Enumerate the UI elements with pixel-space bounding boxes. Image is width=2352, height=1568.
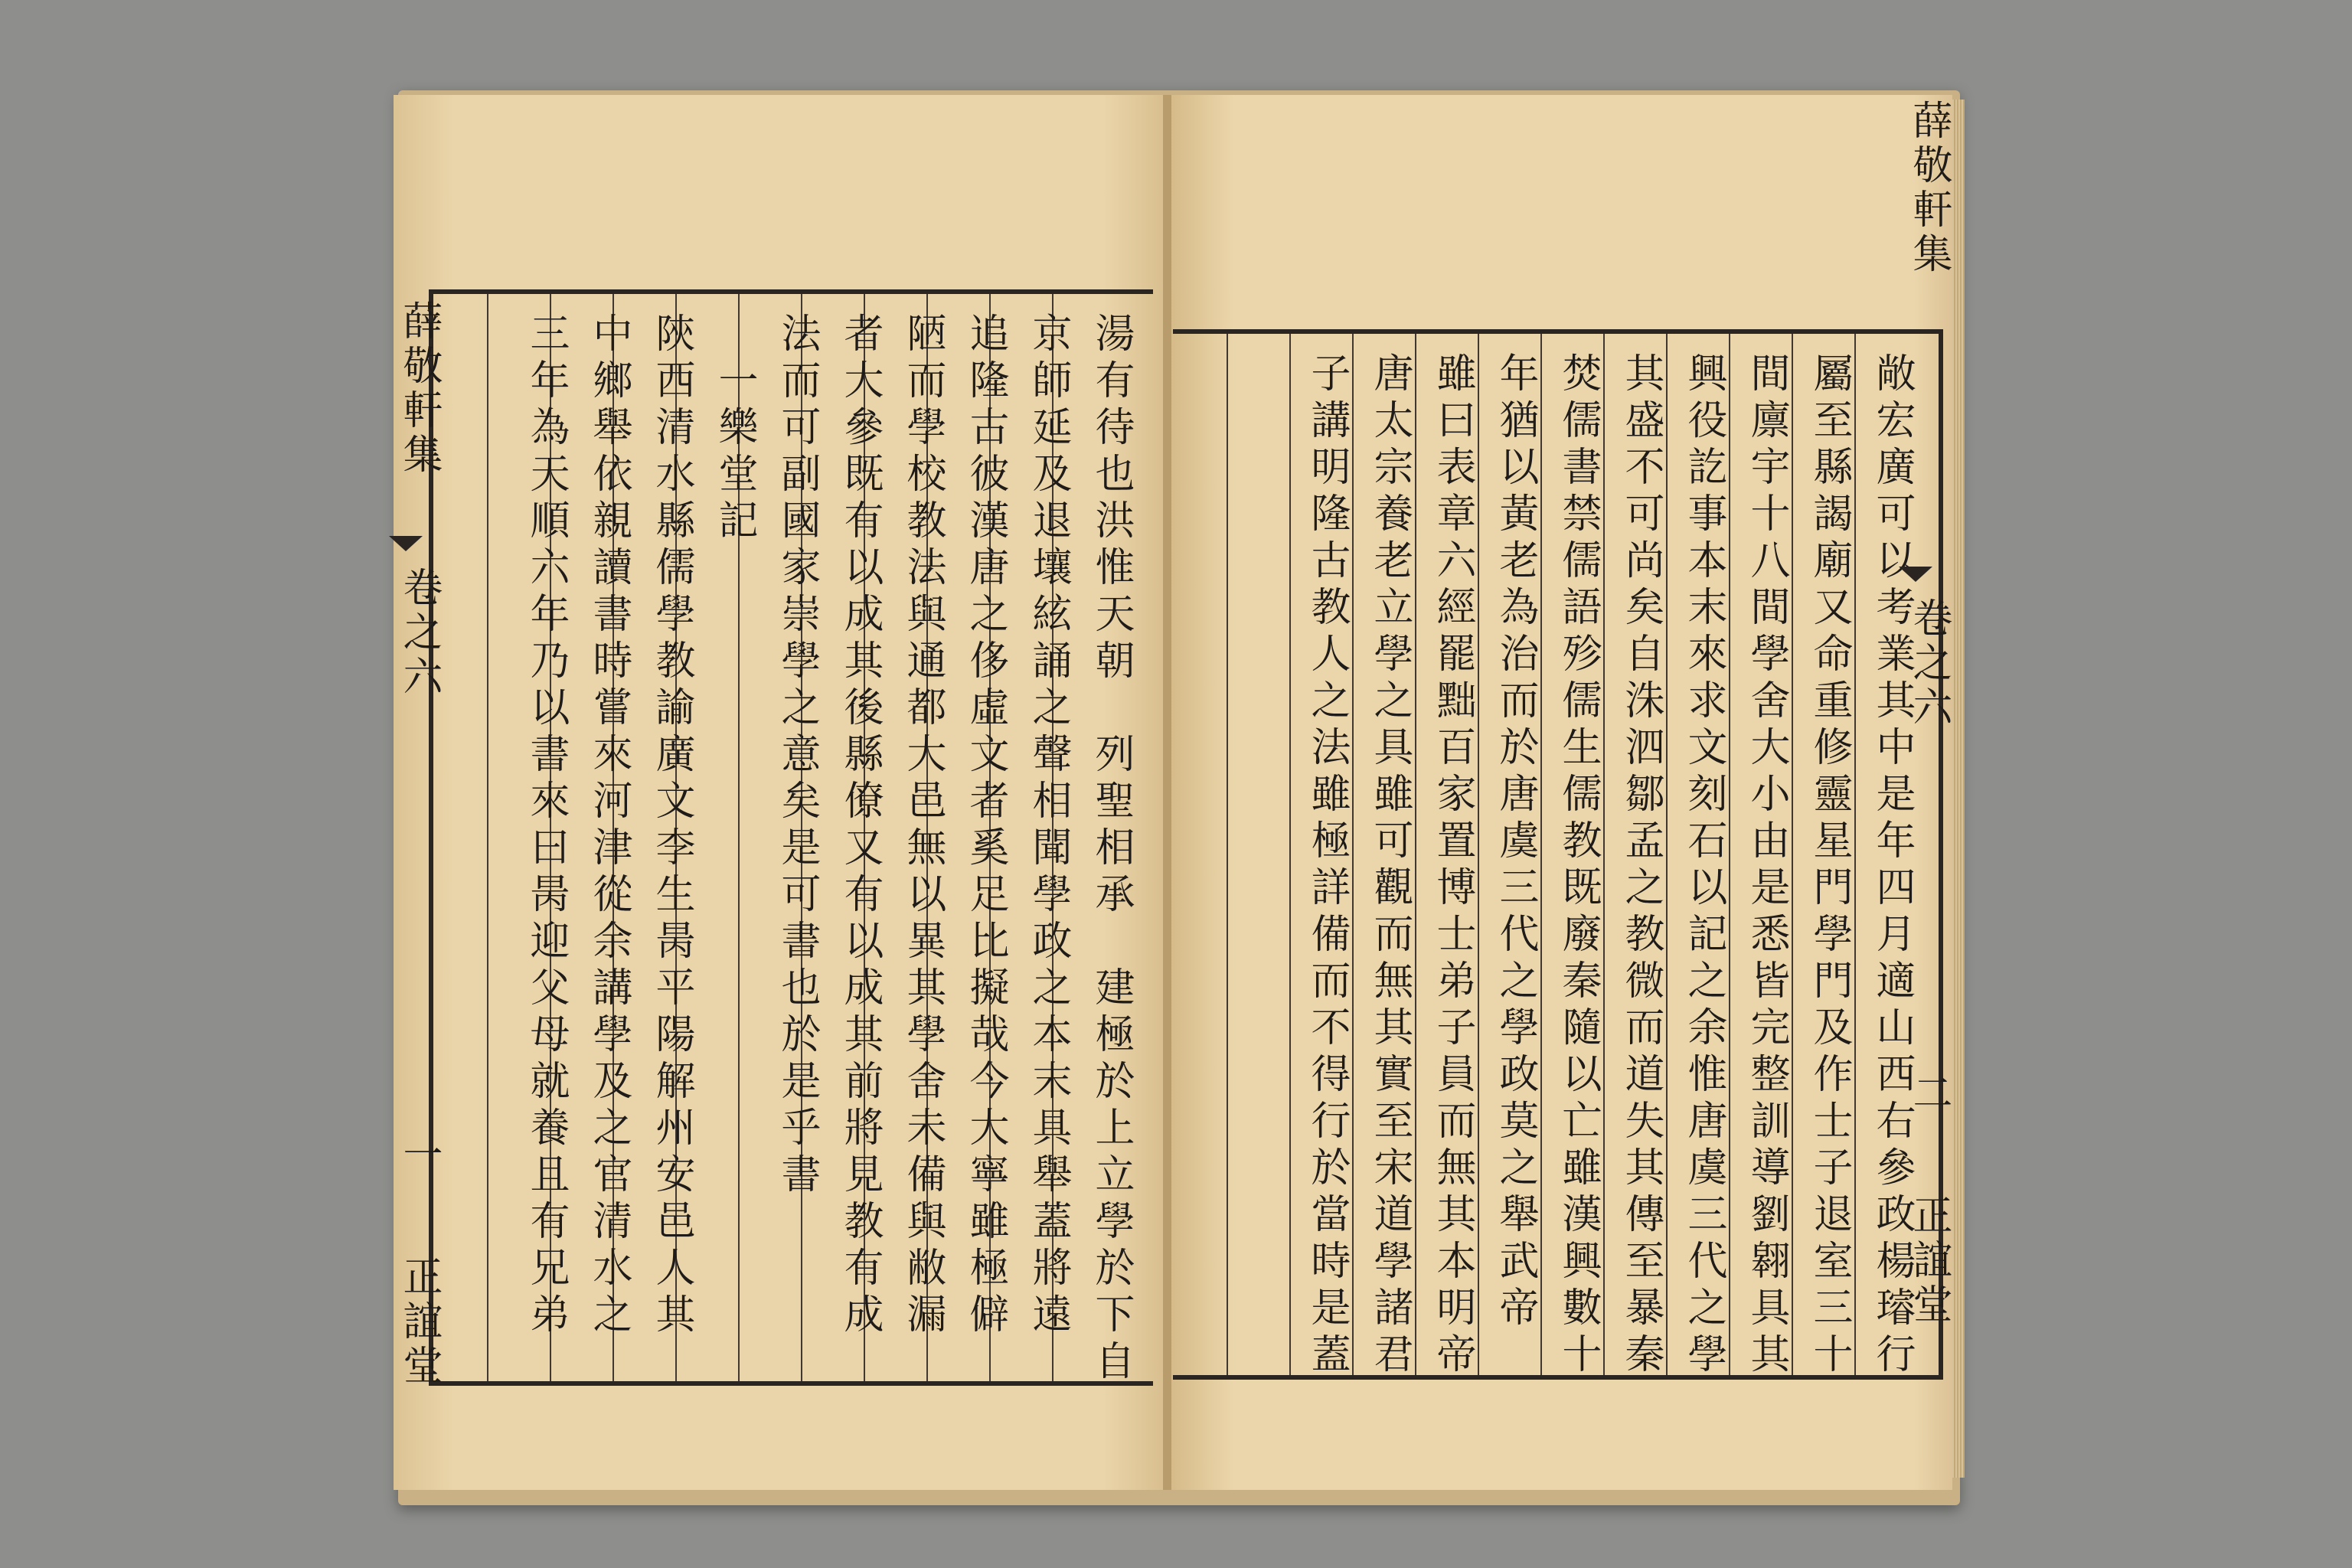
text-column: 屬至縣謁廟又命重修靈星門學門及作士子退室三十 [1806, 352, 1852, 1380]
text-column: 湯有待也洪惟天朝 列聖相承 建極於上立學於下自 [1088, 312, 1134, 1387]
text-column: 三年為天順六年乃以書來曰昺迎父母就養且有兄弟 [523, 312, 569, 1340]
left-page-frame [429, 289, 1153, 1386]
text-column: 敞宏廣可以考業其中是年四月適山西右參政楊璿行 [1869, 352, 1915, 1380]
text-column: 京師延及退壤絃誦之聲相聞學政之本末具舉蓋將遠 [1025, 312, 1071, 1340]
column-rule [1289, 334, 1291, 1375]
text-column: 陋而學校教法與通都大邑無以異其學舍未備與敝漏 [900, 312, 946, 1340]
text-column: 間廪宇十八間學舍大小由是悉皆完整訓導劉翱具其 [1743, 352, 1789, 1380]
text-column: 追隆古彼漢唐之侈虛文者奚足比擬哉今大寧雖極僻 [962, 312, 1008, 1340]
margin-title: 薛敬軒集 [396, 300, 442, 478]
text-column: 其盛不可尚矣自洙泗鄒孟之教微而道失其傳至暴秦 [1618, 352, 1664, 1380]
margin-volume: 卷之六 [396, 567, 442, 700]
text-column: 中鄉舉依親讀書時嘗來河津從余講學及之官清水之 [586, 312, 632, 1340]
text-column: 雖曰表章六經罷黜百家置博士弟子員而無其本明帝 [1429, 352, 1475, 1380]
margin-title: 薛敬軒集 [1906, 100, 1952, 277]
fishtail-mark [1899, 567, 1932, 582]
section-heading: 一樂堂記 [711, 312, 757, 546]
text-column: 者大參既有以成其後縣僚又有以成其前將見教有成 [837, 312, 883, 1340]
text-column: 興役訖事本末來求文刻石以記之余惟唐虞三代之學 [1681, 352, 1726, 1380]
text-column: 焚儒書禁儒語殄儒生儒教既廢秦隨以亡雖漢興數十 [1555, 352, 1601, 1380]
column-rule [487, 294, 488, 1381]
margin-page-number: 一 [396, 1133, 442, 1178]
margin-volume: 卷之六 [1906, 597, 1952, 730]
fishtail-mark [389, 536, 423, 551]
margin-publisher: 正誼堂 [1906, 1194, 1952, 1328]
text-column: 年猶以黃老為治而於唐虞三代之學政莫之舉武帝 [1492, 352, 1538, 1333]
margin-publisher: 正誼堂 [396, 1256, 442, 1389]
text-column: 子講明隆古教人之法雖極詳備而不得行於當時是蓋 [1304, 352, 1350, 1380]
text-column: 唐太宗養老立學之具雖可觀而無其實至宋道學諸君 [1367, 352, 1413, 1380]
column-rule [1227, 334, 1228, 1375]
text-column: 陝西清水縣儒學教諭廣文李生昺平陽解州安邑人其 [648, 312, 694, 1340]
text-column: 法而可副國家崇學之意矣是可書也於是乎書 [774, 312, 820, 1200]
margin-page-number: 二 [1906, 1072, 1952, 1116]
right-page-frame [1173, 329, 1943, 1380]
